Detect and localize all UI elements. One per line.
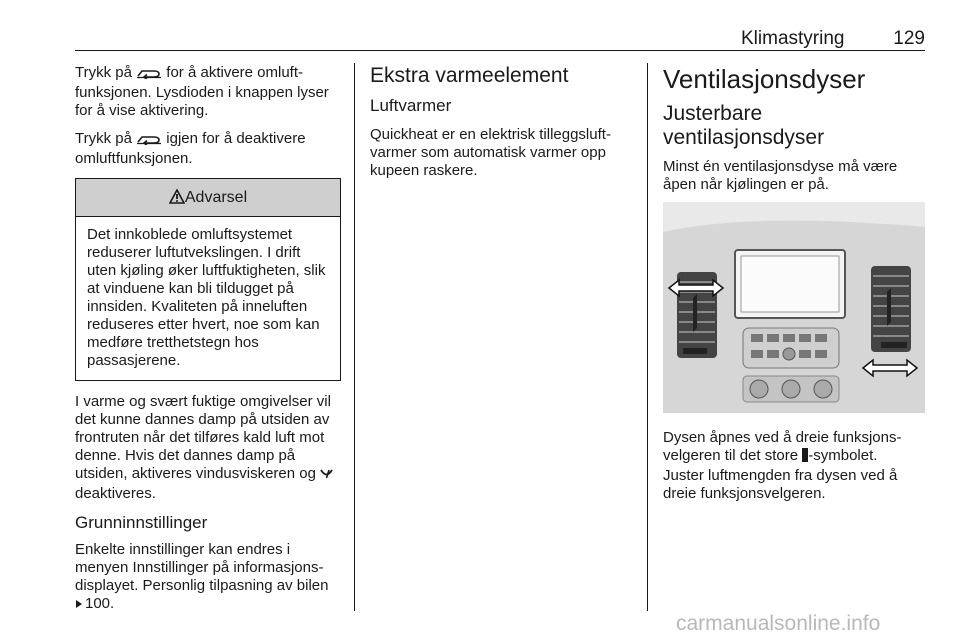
header-rule <box>75 50 925 51</box>
warning-text: Det innkoblede omluftsystemet reduserer luftutvekslingen. I drift uten kjøling øker luftfuktigheten, slik at vinduene kan bli tildugget på innsiden. Kvaliteten på inneluften reduseres etter hvert, noe som kan medføre tretthetstegn hos passasjerene. <box>87 226 326 369</box>
paragraph-settings: Enkelte innstillinger kan endres i menyen Innstillinger på informasjonsdisplayet. Personlig tilpasning av bilen 100. <box>75 541 329 612</box>
paragraph-quickheat: Quickheat er en elektrisk tilleggsluftvarmer som automatisk varmer opp kupeen raskere. <box>370 126 611 179</box>
page-reference-link[interactable]: 100. <box>85 595 115 612</box>
warning-header <box>76 179 340 217</box>
paragraph-vent-amount: Juster luftmengden fra dysen ved å dreie funksjonsvelgeren. <box>663 467 898 502</box>
column-1 <box>75 64 341 623</box>
column-3 <box>663 64 925 513</box>
warning-title: Advarsel <box>184 189 248 206</box>
warning-body <box>76 217 340 380</box>
page-header <box>75 28 925 50</box>
watermark: carmanualsonline.info <box>676 612 881 635</box>
heading-basic-settings: Grunninnstillinger <box>75 513 208 532</box>
recirculation-icon <box>136 132 162 150</box>
column-divider-2 <box>647 63 648 611</box>
warning-icon <box>169 181 185 218</box>
paragraph-humidity: I varme og svært fuktige omgivelser vil det kunne dannes damp på utsiden av frontruten når det tilføres kald luft mot denne. Hvis det dannes damp på utsiden, aktiveres vindusviskeren og deaktiveres. <box>75 393 341 503</box>
heading-adjustable-vents: Justerbare ventilasjonsdyser <box>663 102 825 149</box>
recirculation-icon <box>136 66 162 84</box>
column-divider-1 <box>354 63 355 611</box>
heading-extra-heater: Ekstra varmeelement <box>370 64 569 87</box>
paragraph-recirc-off: Trykk på igjen for å deaktivere omluftfunksjonen. <box>75 130 306 167</box>
page-number: 129 <box>893 28 925 49</box>
column-2 <box>370 64 630 190</box>
paragraph-recirc-on: Trykk på for å aktivere omluftfunksjonen. Lysdioden i knappen lyser for å vise aktivering. <box>75 64 329 119</box>
paragraph-vent-open: Minst én ventilasjonsdyse må være åpen når kjølingen er på. <box>663 158 898 193</box>
paragraph-vent-select: Dysen åpnes ved å dreie funksjonsvelgeren til det store -symbolet. <box>663 429 925 467</box>
heading-air-heater: Luftvarmer <box>370 96 452 115</box>
page-reference-icon <box>76 600 82 608</box>
section-title: Klimastyring <box>741 28 845 49</box>
heading-vents: Ventilasjonsdyser <box>663 64 866 94</box>
warning-box <box>75 178 341 381</box>
dashboard-vents-photo <box>663 202 925 413</box>
wiper-icon <box>320 467 333 485</box>
